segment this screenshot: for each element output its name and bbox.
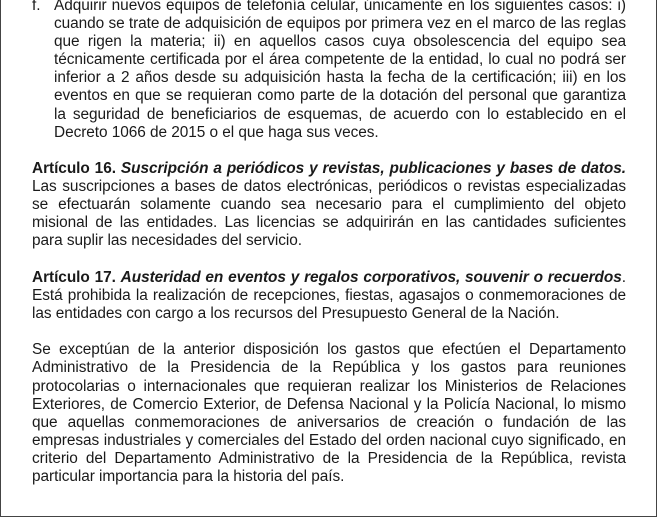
paragraph-gap (32, 251, 626, 269)
article-17-title: Austeridad en eventos y regalos corporativos, souvenir o recuerdos (120, 268, 622, 286)
article-16-text: Las suscripciones a bases de datos electrónicas, periódicos o revistas especializadas se efectuarán solamente cuando sea necesario para el cumplimiento del objeto misional de las entidades. Las licencias se adquirirán en las cantidades suficientes para suplir las necesidades del servicio. (32, 178, 626, 250)
paragraph-gap (32, 142, 626, 160)
article-16-title: Suscripción a periódicos y revistas, publicaciones y bases de datos. (120, 160, 627, 178)
list-item-marker: f. (32, 0, 41, 14)
article-17-heading: Artículo 17. (32, 268, 116, 286)
article-17 (32, 269, 626, 323)
document-content (32, 0, 626, 486)
article-16-heading: Artículo 16. (32, 160, 116, 178)
list-item-f (32, 0, 626, 142)
article-16 (32, 160, 626, 250)
article-17-text: . Está prohibida la realización de recepciones, fiestas, agasajos o conmemoraciones de las entidades con cargo a los recursos del Presupuesto General de la Nación. (32, 268, 626, 322)
paragraph-gap (32, 323, 626, 341)
article-17-exception: Se exceptúan de la anterior disposición los gastos que efectúen el Departamento Administrativo de la Presidencia de la República y los gastos para reuniones protocolarias o internacionales que requieran realizar los Ministerios de Relaciones Exteriores, de Comercio Exterior, de Defensa Nacional y la Policía Nacional, lo mismo que aquellas conmemoraciones de aniversarios de creación o fundación de las empresas industriales y comerciales del Estado del orden nacional cuyo significado, en criterio del Departamento Administrativo de la Presidencia de la República, revista particular importancia para la historia del país. (32, 341, 626, 486)
list-item-text: Adquirir nuevos equipos de telefonía celular, únicamente en los siguientes casos: i) cuando se trate de adquisición de equipos por primera vez en el marco de las reglas que rigen la materia; ii) en aquellos casos cuya obsolescencia del equipo sea técnicamente certificada por el área competente de la entidad, lo cual no podrá ser inferior a 2 años desde su adquisición hasta la fecha de la certificación; iii) en los eventos en que se requieran como parte de la dotación del personal que garantiza la seguridad de beneficiarios de esquemas, de acuerdo con lo establecido en el Decreto 1066 de 2015 o el que haga sus veces. (54, 0, 626, 141)
